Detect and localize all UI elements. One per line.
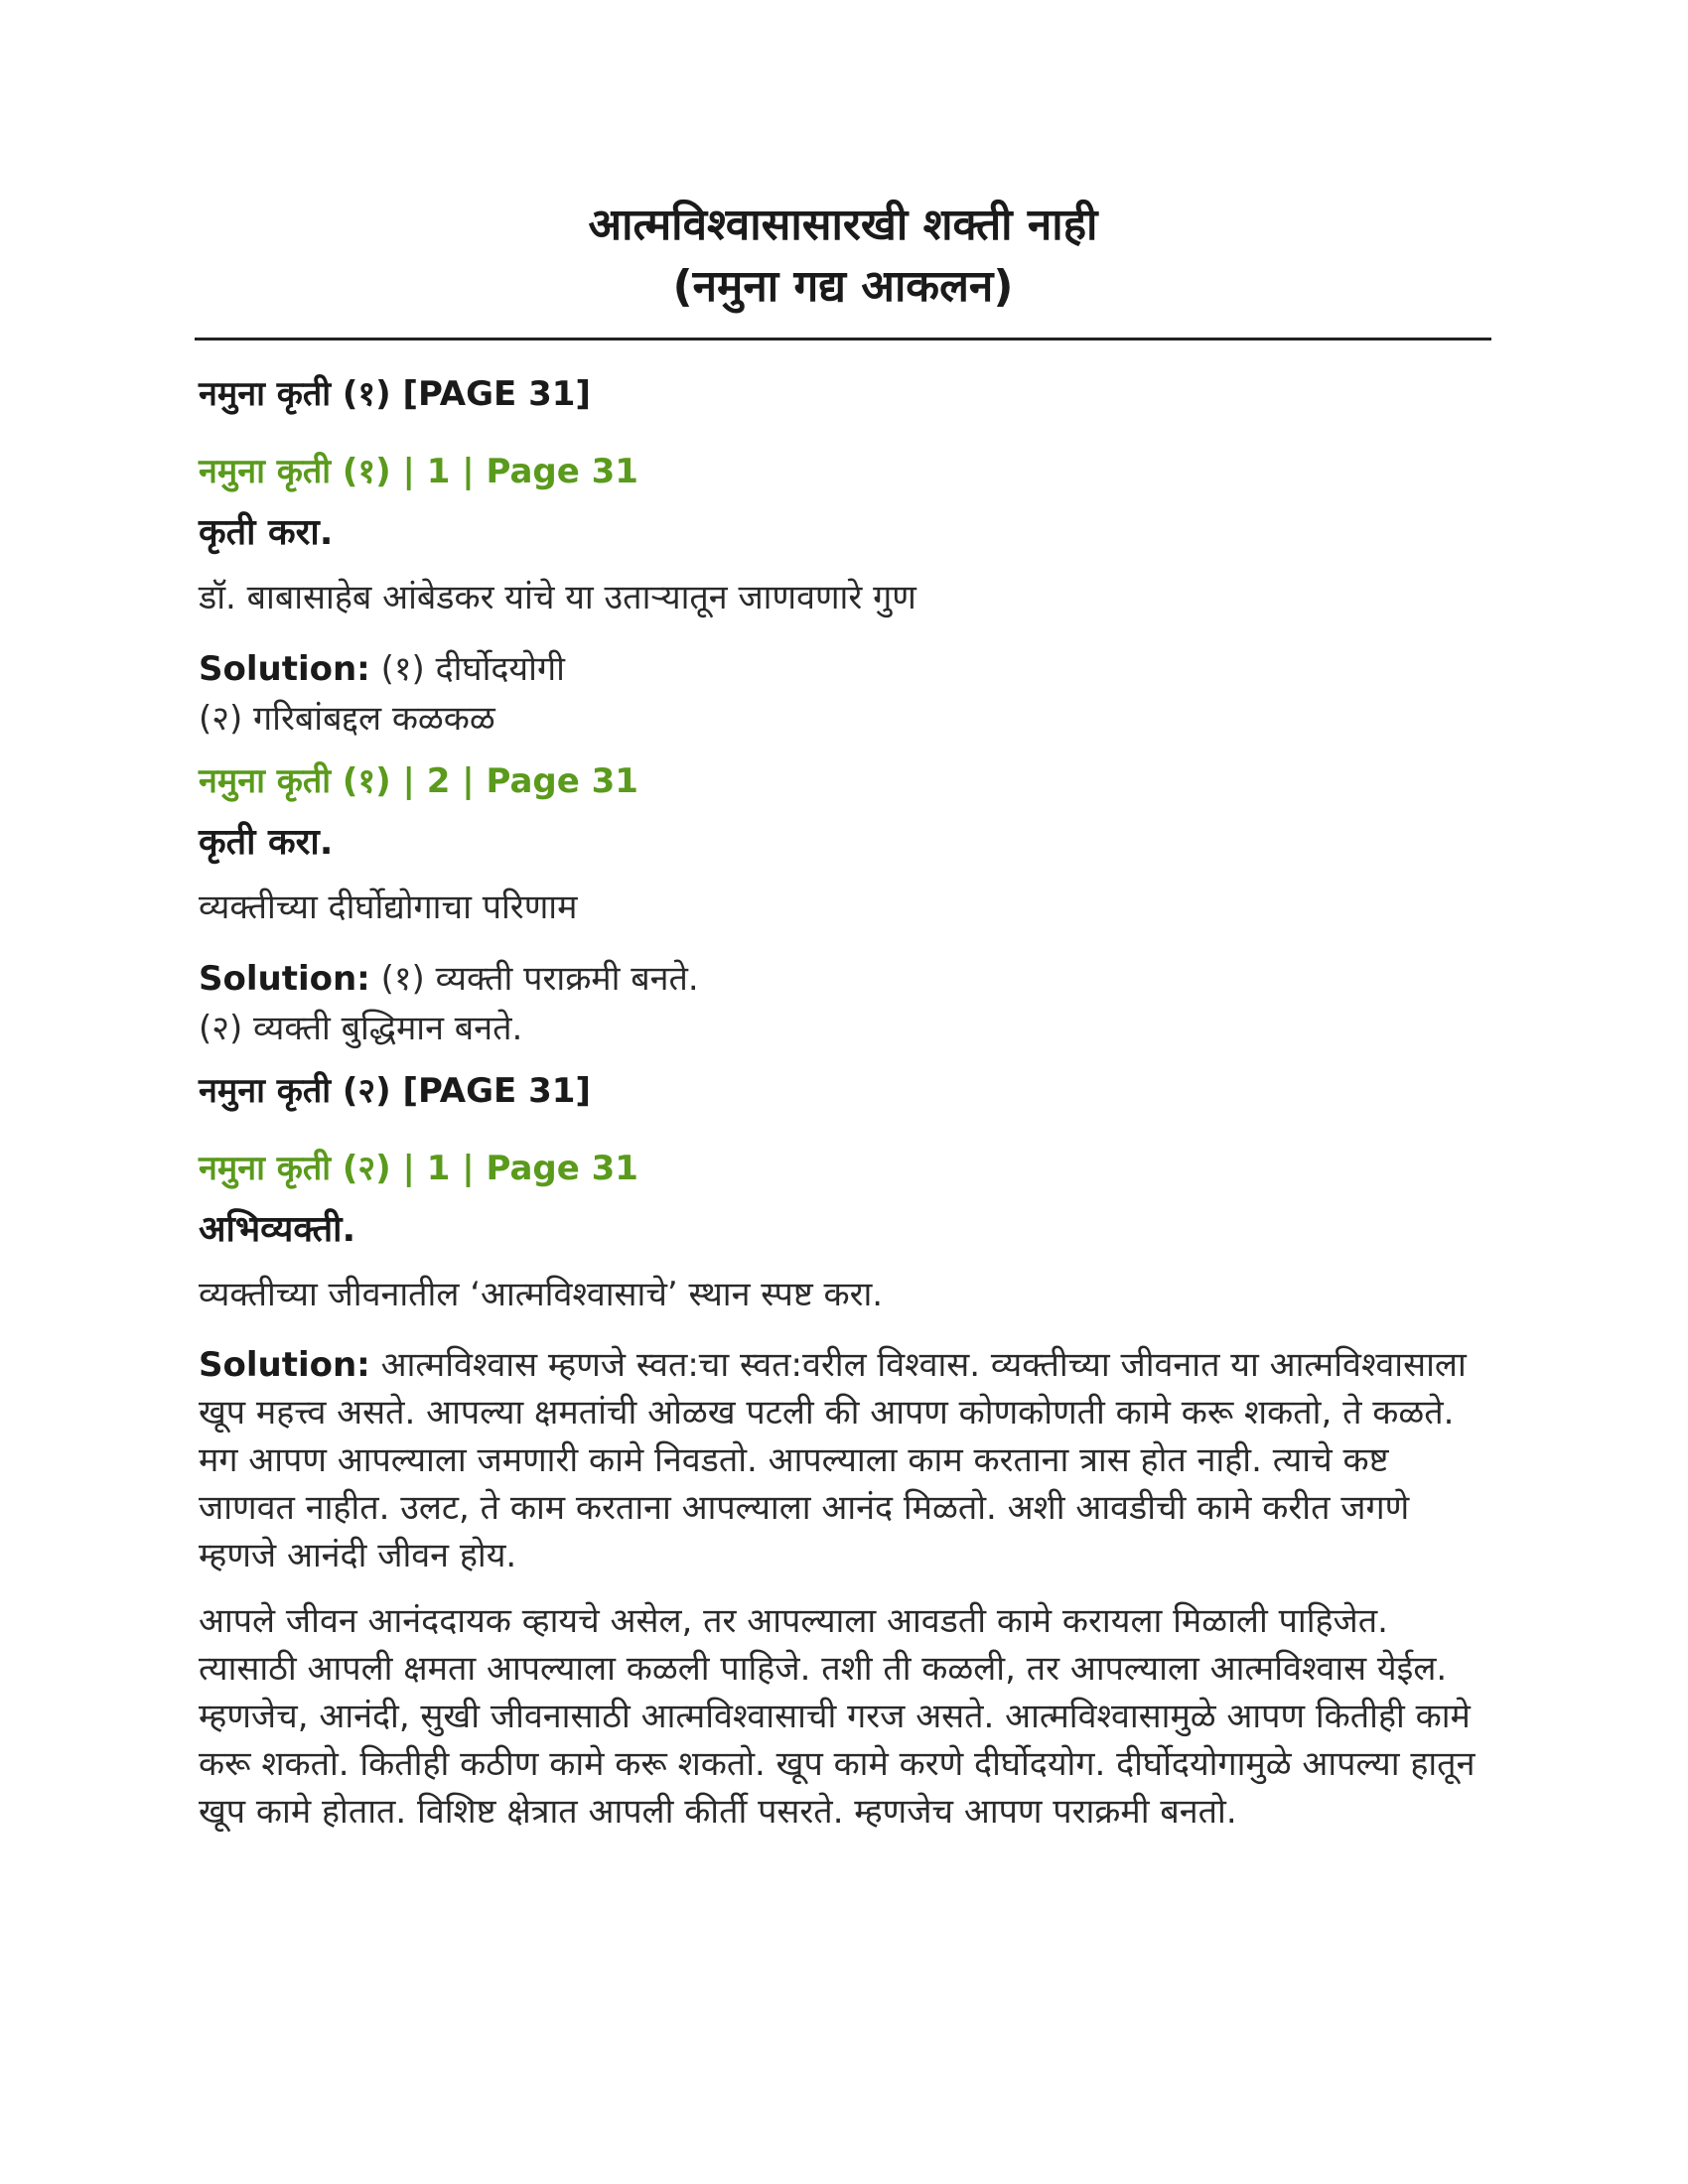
solution-text: (१) दीर्घोदयोगी xyxy=(380,649,565,689)
solution-paragraph: आपले जीवन आनंददायक व्हायचे असेल, तर आपल्याला आवडती कामे करायला मिळाली पाहिजेत. त्यासाठी आपली क्षमता आपल्याला कळली पाहिजे. तशी ती कळली, तर आपल्याला आत्मविश्वास येईल. म्हणजेच, आनंदी, सुखी जीवनासाठी आत्मविश्वासाची गरज असते. आत्मविश्वासामुळे आपण कितीही कामे करू शकतो. कितीही कठीण कामे करू शकतो. खूप कामे करणे दीर्घोदयोग. दीर्घोदयोगामुळे आपल्या हातून खूप कामे होतात. विशिष्ट क्षेत्रात आपली कीर्ती पसरते. म्हणजेच आपण पराक्रमी बनतो. xyxy=(199,1601,1476,1832)
question-2-1 xyxy=(195,1145,1491,1836)
question-label: नमुना कृती (२) | 1 | Page 31 xyxy=(199,1149,638,1188)
question-prompt: डॉ. बाबासाहेब आंबेडकर यांचे या उताऱ्यातून जाणवणारे गुण xyxy=(199,578,916,617)
page-title: आत्मविश्वासासारखी शक्ती नाही xyxy=(588,200,1098,250)
question-prompt: व्यक्तीच्या जीवनातील ‘आत्मविश्वासाचे’ स्थान स्पष्ट करा. xyxy=(199,1275,884,1314)
section-1 xyxy=(195,370,1491,1053)
question-instruction: कृती करा. xyxy=(199,512,334,553)
question-prompt: व्यक्तीच्या दीर्घोद्योगाचा परिणाम xyxy=(199,887,578,927)
title-block xyxy=(195,195,1491,318)
solution-line xyxy=(199,954,1491,1053)
solution-paragraph xyxy=(199,1341,1491,1579)
question-label: नमुना कृती (१) | 1 | Page 31 xyxy=(199,452,638,491)
solution-label: Solution: xyxy=(199,959,370,999)
section-heading: नमुना कृती (१) [PAGE 31] xyxy=(199,374,591,414)
solution-text: आत्मविश्वास म्हणजे स्वत:चा स्वत:वरील विश्वास. व्यक्तीच्या जीवनात या आत्मविश्वासाला खूप महत्त्व असते. आपल्या क्षमतांची ओळख पटली की आपण कोणकोणती कामे करू शकतो, ते कळते. मग आपण आपल्याला जमणारी कामे निवडतो. आपल्याला काम करताना त्रास होत नाही. त्याचे कष्ट जाणवत नाहीत. उलट, ते काम करताना आपल्याला आनंद मिळतो. अशी आवडीची कामे करीत जगणे म्हणजे आनंदी जीवन होय. xyxy=(199,1345,1467,1575)
document-page xyxy=(195,195,1491,1853)
solution-text: (१) व्यक्ती पराक्रमी बनते. xyxy=(380,959,699,999)
question-label: नमुना कृती (१) | 2 | Page 31 xyxy=(199,761,638,801)
question-instruction: कृती करा. xyxy=(199,822,334,863)
title-divider xyxy=(195,338,1491,341)
question-1-1 xyxy=(195,448,1491,744)
solution-line xyxy=(199,644,1491,744)
section-2 xyxy=(195,1067,1491,1836)
section-heading: नमुना कृती (२) [PAGE 31] xyxy=(199,1071,591,1111)
solution-label: Solution: xyxy=(199,649,370,689)
page-subtitle: (नमुना गद्य आकलन) xyxy=(672,261,1014,312)
question-instruction: अभिव्यक्ती. xyxy=(199,1209,356,1250)
question-1-2 xyxy=(195,757,1491,1053)
solution-text: (२) व्यक्ती बुद्धिमान बनते. xyxy=(199,1009,523,1048)
solution-label: Solution: xyxy=(199,1345,370,1385)
solution-text: (२) गरिबांबद्दल कळकळ xyxy=(199,699,495,739)
